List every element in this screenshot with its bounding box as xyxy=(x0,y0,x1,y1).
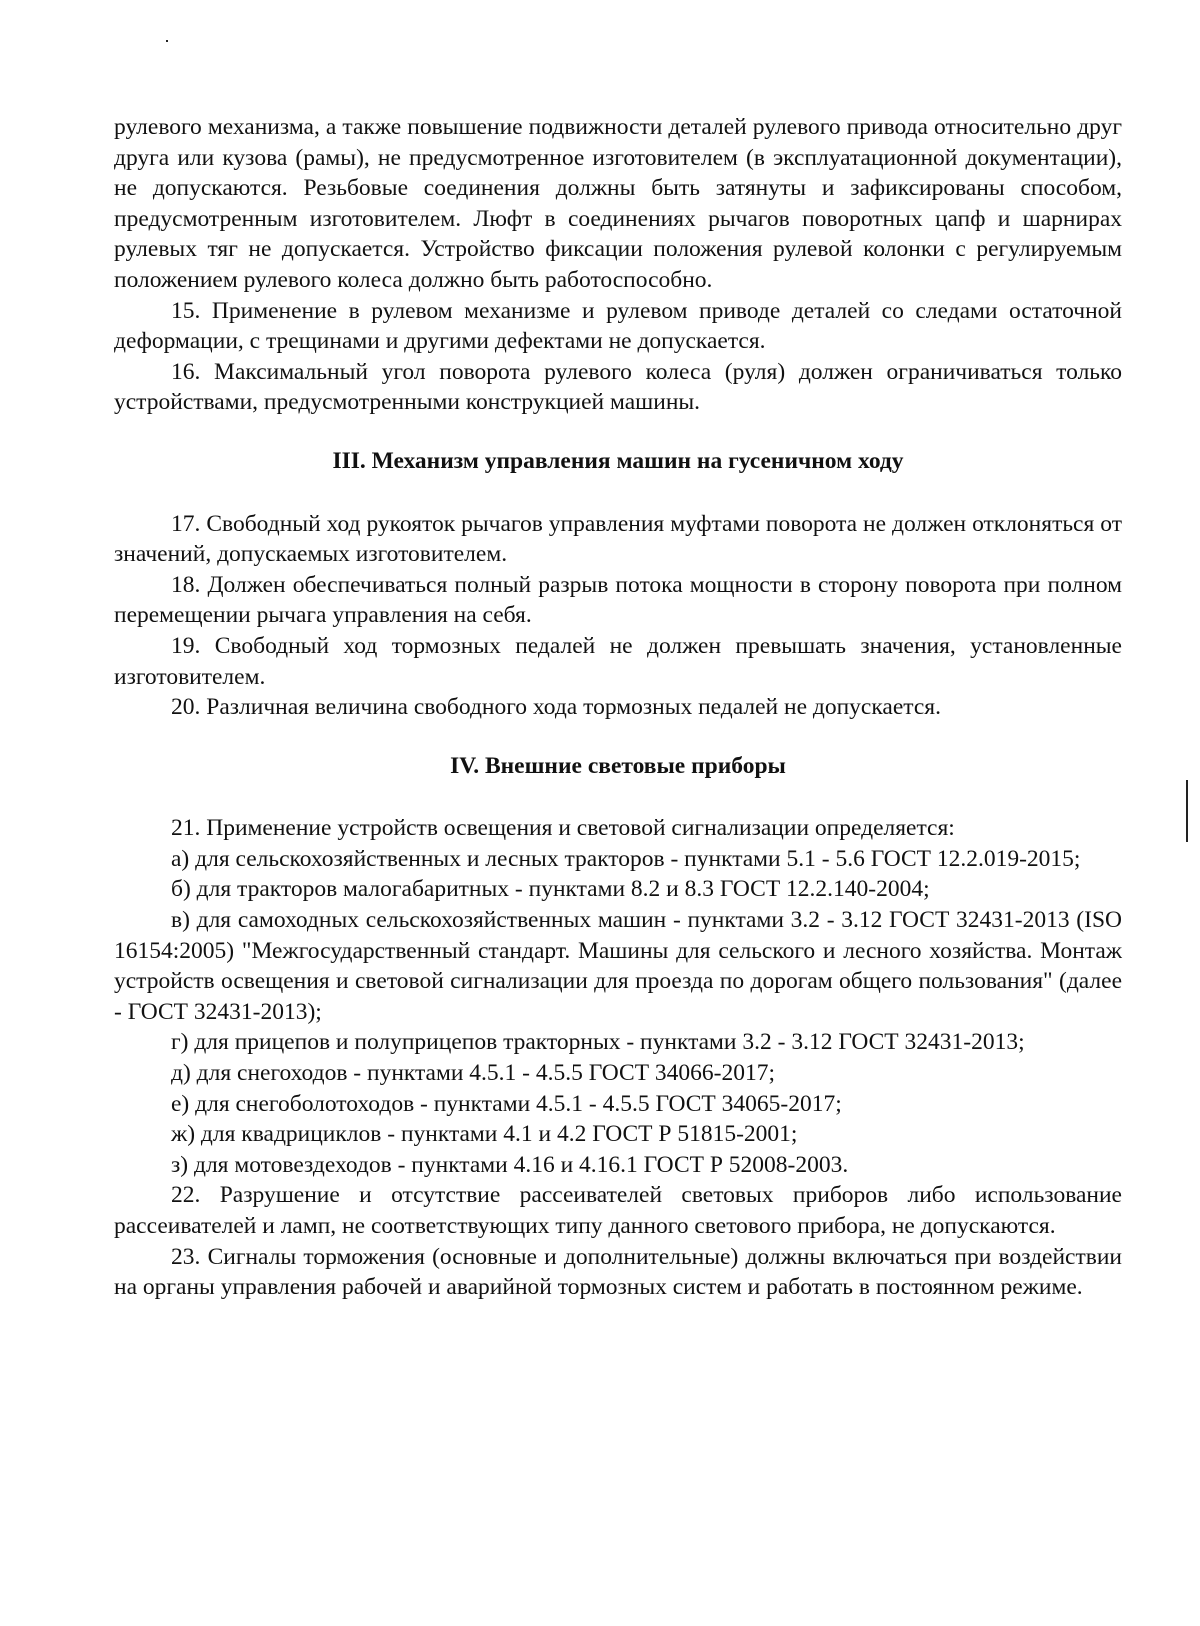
paragraph-17: 17. Свободный ход рукояток рычагов управления муфтами поворота не должен отклоняться от значений, допускаемых изготовителем. xyxy=(114,510,1122,568)
paragraph-21-z: з) для мотовездеходов - пунктами 4.16 и 4.16.1 ГОСТ Р 52008-2003. xyxy=(171,1151,849,1178)
paragraph-22: 22. Разрушение и отсутствие рассеивателей световых приборов либо использование рассеивателей и ламп, не соответствующих типу данного светового прибора, не допускаются. xyxy=(114,1182,1122,1239)
section-4-heading: IV. Внешние световые приборы xyxy=(450,752,786,779)
scan-speck xyxy=(166,40,168,42)
paragraph-21-d: д) для снегоходов - пунктами 4.5.1 - 4.5.5 ГОСТ 34066-2017; xyxy=(171,1060,776,1087)
paragraph-21-e: е) для снегоболотоходов - пунктами 4.5.1 - 4.5.5 ГОСТ 34065-2017; xyxy=(171,1090,842,1117)
paragraph-14-continued: рулевого механизма, а также повышение подвижности деталей рулевого привода относительно друг друга или кузова (рамы), не предусмотренное изготовителем (в эксплуатационной документации), не допускаются. Резьбовые соединения должны быть затянуты и зафиксированы способом, предусмотренным изготовителем. Люфт в соединениях рычагов поворотных цапф и шарнирах рулевых тяг не допускается. Устройство фиксации положения рулевой колонки с регулируемым положением рулевого колеса должно быть работоспособно. xyxy=(114,114,1122,293)
paragraph-21: 21. Применение устройств освещения и световой сигнализации определяется: xyxy=(171,815,955,842)
document-body xyxy=(114,112,1122,1303)
paragraph-21-g: г) для прицепов и полуприцепов тракторных - пунктами 3.2 - 3.12 ГОСТ 32431-2013; xyxy=(171,1029,1025,1056)
paragraph-18: 18. Должен обеспечиваться полный разрыв потока мощности в сторону поворота при полном перемещении рычага управления на себя. xyxy=(114,571,1122,629)
paragraph-20: 20. Различная величина свободного хода тормозных педалей не допускается. xyxy=(171,694,941,721)
paragraph-21-v: в) для самоходных сельскохозяйственных машин - пунктами 3.2 - 3.12 ГОСТ 32431-2013 (ISO 16154:2005) "Межгосударственный стандарт. Машины для сельского и лесного хозяйства. Монтаж устройств освещения и световой сигнализации для проезда по дорогам общего пользования" (далее - ГОСТ 32431-2013); xyxy=(114,907,1122,1025)
paragraph-19: 19. Свободный ход тормозных педалей не должен превышать значения, установленные изготовителем. xyxy=(114,632,1122,690)
paragraph-16: 16. Максимальный угол поворота рулевого колеса (руля) должен ограничиваться только устройствами, предусмотренными конструкцией машины. xyxy=(114,358,1122,416)
paragraph-15: 15. Применение в рулевом механизме и рулевом приводе деталей со следами остаточной деформации, с трещинами и другими дефектами не допускается. xyxy=(114,297,1122,355)
paragraph-21-a: а) для сельскохозяйственных и лесных тракторов - пунктами 5.1 - 5.6 ГОСТ 12.2.019-2015; xyxy=(171,845,1081,872)
scan-edge-mark xyxy=(1186,780,1188,842)
section-3-heading: III. Механизм управления машин на гусеничном ходу xyxy=(332,447,904,474)
paragraph-21-zh: ж) для квадрициклов - пунктами 4.1 и 4.2 ГОСТ Р 51815-2001; xyxy=(171,1121,798,1148)
paragraph-23: 23. Сигналы торможения (основные и дополнительные) должны включаться при воздействии на органы управления рабочей и аварийной тормозных систем и работать в постоянном режиме. xyxy=(114,1243,1122,1301)
paragraph-21-b: б) для тракторов малогабаритных - пунктами 8.2 и 8.3 ГОСТ 12.2.140-2004; xyxy=(171,876,930,903)
